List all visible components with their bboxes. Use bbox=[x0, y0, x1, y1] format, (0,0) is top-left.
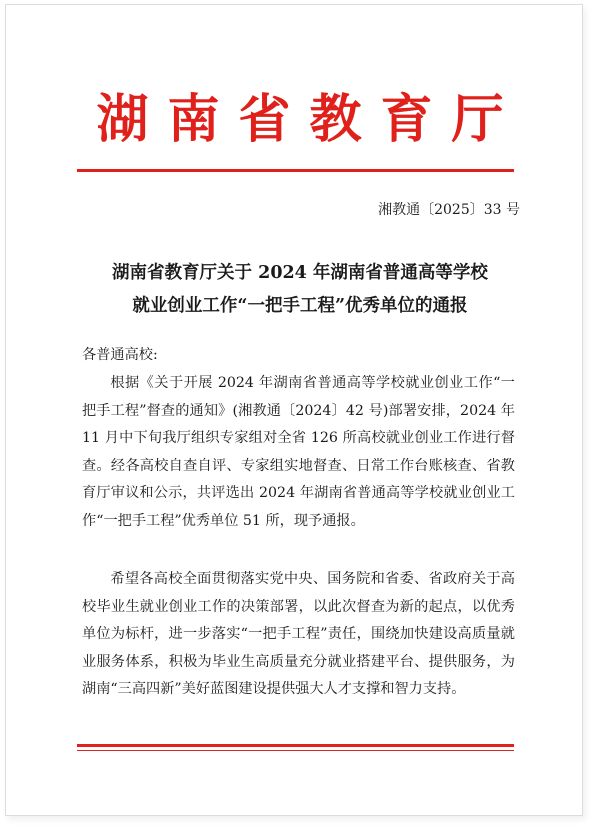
document-number: 湘教通〔2025〕33 号 bbox=[378, 202, 520, 218]
paragraph-2: 希望各高校全面贯彻落实党中央、国务院和省委、省政府关于高校毕业生就业创业工作的决策部署，以此次督查为新的起点，以优秀单位为标杆，进一步落实“一把手工程”责任，围绕加快建设高质量就业服务体系，积极为毕业生高质量充分就业搭建平台、提供服务，为湖南“三高四新”美好蓝图建设提供强大人才支撑和智力支持。 bbox=[82, 571, 515, 698]
paragraph-1: 根据《关于开展 2024 年湖南省普通高等学校就业创业工作“一把手工程”督查的通知》(湘教通〔2024〕42 号)部署安排，2024 年 11 月中下旬我厅组织专家组对全省 126 所高校就业创业工作进行督查。经各高校自查自评、专家组实地督查、日常工作台账核查、省教育厅审议和公示，共评选出 2024 年湖南省普通高等学校就业创业工作“一把手工程”优秀单位 51 所，现予通报。 bbox=[82, 375, 515, 529]
footer-red-rule bbox=[77, 744, 514, 747]
title-line-2: 就业创业工作“一把手工程”优秀单位的通报 bbox=[132, 296, 468, 316]
masthead-title: 湖南省教育厅 bbox=[96, 89, 523, 150]
salutation: 各普通高校: bbox=[82, 347, 158, 363]
document-title bbox=[60, 257, 540, 323]
footer-red-rule-thin bbox=[77, 750, 514, 751]
masthead-red-rule bbox=[77, 169, 514, 172]
title-line-1: 湖南省教育厅关于 2024 年湖南省普通高等学校 bbox=[112, 263, 488, 283]
